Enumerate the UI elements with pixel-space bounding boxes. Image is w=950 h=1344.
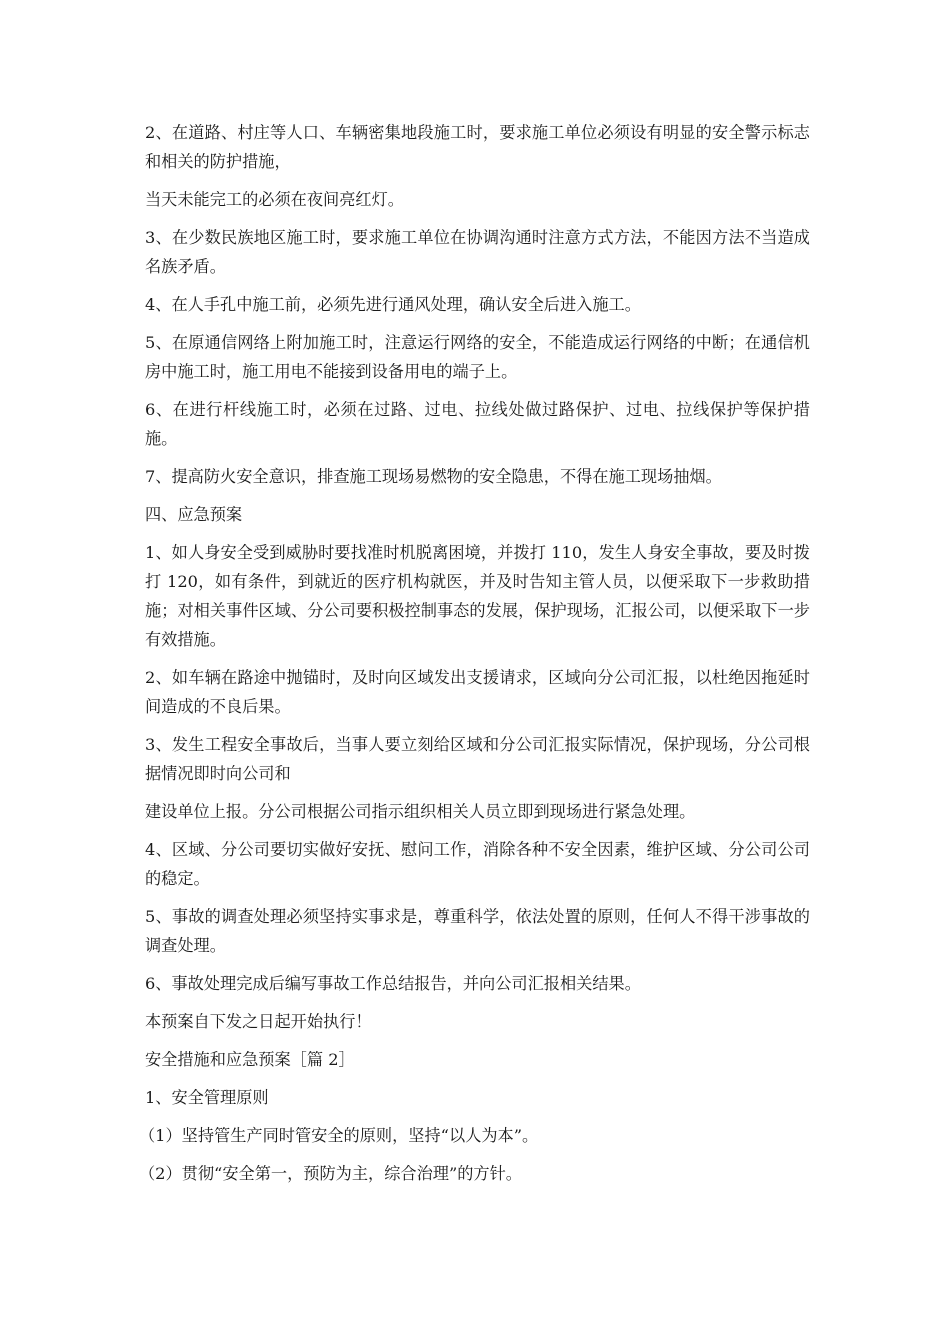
paragraph: 6、在进行杆线施工时，必须在过路、过电、拉线处做过路保护、过电、拉线保护等保护措施。 — [145, 400, 810, 448]
paragraph: 当天未能完工的必须在夜间亮红灯。 — [145, 190, 404, 209]
list-item: （2）贯彻“安全第一，预防为主，综合治理”的方针。 — [139, 1164, 522, 1183]
section-heading: 安全措施和应急预案［篇 2］ — [145, 1050, 355, 1069]
paragraph: 4、在人手孔中施工前，必须先进行通风处理，确认安全后进入施工。 — [145, 295, 641, 314]
paragraph: 6、事故处理完成后编写事故工作总结报告，并向公司汇报相关结果。 — [145, 974, 641, 993]
paragraph: 1、如人身安全受到威胁时要找准时机脱离困境，并拨打 110，发生人身安全事故，要及时拨打 120，如有条件，到就近的医疗机构就医，并及时告知主管人员，以便采取下一步救助措施；对相关事件区域、分公司要积极控制事态的发展，保护现场，汇报公司，以便采取下一步有效措施。 — [145, 543, 810, 649]
paragraph: 5、事故的调查处理必须坚持实事求是，尊重科学，依法处置的原则，任何人不得干涉事故的调查处理。 — [145, 907, 810, 955]
list-item: （1）坚持管生产同时管安全的原则，坚持“以人为本”。 — [139, 1126, 539, 1145]
paragraph: 2、在道路、村庄等人口、车辆密集地段施工时，要求施工单位必须设有明显的安全警示标志和相关的防护措施， — [145, 123, 810, 171]
paragraph: 2、如车辆在路途中抛锚时，及时向区域发出支援请求，区域向分公司汇报，以杜绝因拖延时间造成的不良后果。 — [145, 668, 810, 716]
paragraph: 3、发生工程安全事故后，当事人要立刻给区域和分公司汇报实际情况，保护现场，分公司根据情况即时向公司和 — [145, 735, 810, 783]
document-body — [139, 118, 810, 1197]
paragraph: 3、在少数民族地区施工时，要求施工单位在协调沟通时注意方式方法，不能因方法不当造成名族矛盾。 — [145, 228, 810, 276]
paragraph: 5、在原通信网络上附加施工时，注意运行网络的安全，不能造成运行网络的中断；在通信机房中施工时，施工用电不能接到设备用电的端子上。 — [145, 333, 810, 381]
paragraph: 7、提高防火安全意识，排查施工现场易燃物的安全隐患，不得在施工现场抽烟。 — [145, 467, 722, 486]
paragraph: 建设单位上报。分公司根据公司指示组织相关人员立即到现场进行紧急处理。 — [145, 802, 696, 821]
paragraph: 本预案自下发之日起开始执行！ — [145, 1012, 372, 1031]
paragraph: 4、区域、分公司要切实做好安抚、慰问工作，消除各种不安全因素，维护区域、分公司公司的稳定。 — [145, 840, 810, 888]
subsection-heading: 1、安全管理原则 — [145, 1088, 269, 1107]
section-heading: 四、应急预案 — [145, 505, 243, 524]
